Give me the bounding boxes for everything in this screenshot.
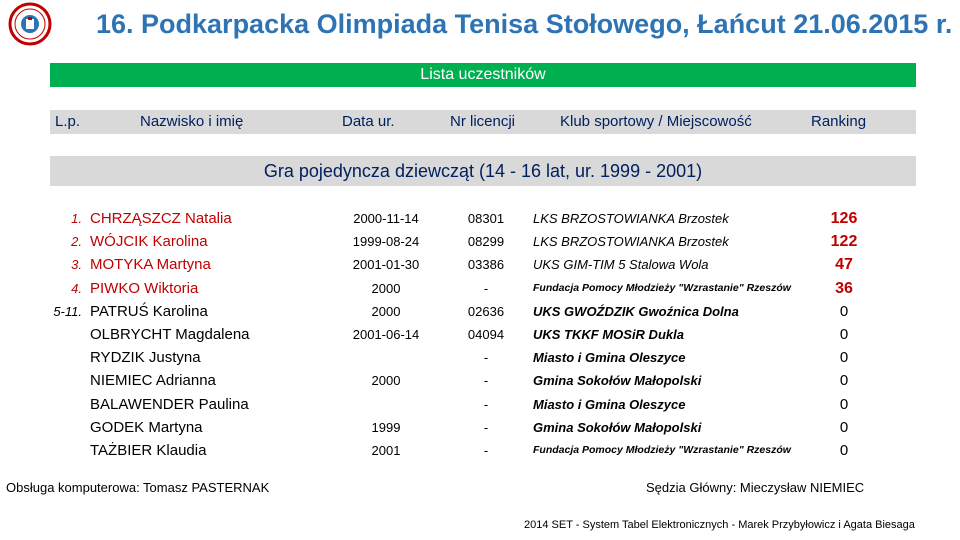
table-row	[0, 393, 960, 416]
cell-licence: -	[483, 280, 489, 296]
cell-licence: -	[483, 396, 489, 412]
cell-ranking: 0	[839, 418, 849, 436]
table-row	[0, 277, 960, 300]
table-row	[0, 346, 960, 369]
cell-club: UKS GWOŹDZIK Gwoźnica Dolna	[533, 303, 739, 319]
cell-ranking: 122	[830, 233, 858, 251]
cell-ranking: 0	[839, 395, 849, 413]
cell-date: 1999-08-24	[352, 234, 420, 250]
cell-name: BALAWENDER Paulina	[90, 395, 249, 413]
cell-date: 2001-01-30	[352, 257, 420, 273]
table-row	[0, 300, 960, 323]
cell-date: 2000-11-14	[353, 211, 419, 226]
cell-name: WÓJCIK Karolina	[90, 233, 208, 251]
table-row	[0, 253, 960, 276]
cell-name: TAŻBIER Klaudia	[90, 442, 207, 459]
cell-ranking: 0	[839, 349, 849, 367]
header-licence: Nr licencji	[450, 113, 516, 130]
cell-name: PATRUŚ Karolina	[90, 302, 208, 320]
federation-logo-icon	[6, 2, 54, 46]
header-lp: L.p.	[55, 113, 81, 130]
cell-date: 1999	[371, 419, 401, 435]
subtitle: Lista uczestników	[420, 66, 546, 83]
table-row	[0, 416, 960, 439]
cell-ranking: 126	[830, 210, 858, 227]
cell-licence: -	[483, 443, 489, 458]
cell-licence: 04094	[467, 327, 505, 342]
footer-credits: 2014 SET - System Tabel Elektronicznych - Marek Przybyłowicz i Agata Biesaga	[524, 519, 915, 531]
cell-club: Fundacja Pomocy Młodzieży "Wzrastanie" Rzeszów	[533, 281, 791, 294]
cell-ranking: 0	[839, 302, 849, 320]
table-header	[50, 110, 916, 134]
table-row	[0, 323, 960, 346]
cell-licence: 08299	[467, 234, 505, 250]
cell-date: 2000	[371, 303, 401, 319]
cell-lp: 4.	[71, 280, 82, 296]
cell-licence: -	[483, 419, 489, 435]
cell-name: OLBRYCHT Magdalena	[90, 326, 250, 343]
cell-club: Miasto i Gmina Oleszyce	[533, 350, 686, 366]
cell-date: 2000	[371, 373, 401, 389]
cell-name: CHRZĄSZCZ Natalia	[90, 210, 232, 227]
header-ranking: Ranking	[811, 113, 867, 130]
table-row	[0, 369, 960, 392]
table-row	[0, 439, 960, 462]
cell-club: Gmina Sokołów Małopolski	[533, 373, 702, 389]
cell-lp: 3.	[71, 257, 82, 273]
cell-ranking: 47	[835, 256, 853, 274]
footer-referee: Sędzia Główny: Mieczysław NIEMIEC	[646, 480, 865, 495]
header-club: Klub sportowy / Miejscowość	[560, 113, 752, 130]
cell-lp: 5-11.	[53, 303, 82, 319]
page-title: 16. Podkarpacka Olimpiada Tenisa Stołowego, Łańcut 21.06.2015 r.	[96, 9, 953, 39]
subtitle-band	[50, 63, 916, 87]
header-name: Nazwisko i imię	[140, 113, 244, 130]
cell-name: GODEK Martyna	[90, 418, 203, 436]
header-date: Data ur.	[342, 113, 395, 130]
cell-ranking: 0	[839, 326, 849, 343]
footer-operator: Obsługa komputerowa: Tomasz PASTERNAK	[6, 480, 270, 495]
cell-club: LKS BRZOSTOWIANKA Brzostek	[533, 234, 729, 250]
cell-licence: 08301	[467, 211, 505, 226]
cell-name: MOTYKA Martyna	[90, 256, 211, 274]
category-band	[50, 156, 916, 186]
cell-lp: 1.	[71, 211, 82, 226]
cell-ranking: 0	[839, 372, 849, 390]
cell-licence: 02636	[467, 303, 505, 319]
cell-lp: 2.	[71, 234, 82, 250]
cell-club: Miasto i Gmina Oleszyce	[533, 396, 686, 412]
cell-name: PIWKO Wiktoria	[90, 279, 199, 297]
cell-ranking: 36	[835, 279, 853, 297]
cell-club: LKS BRZOSTOWIANKA Brzostek	[533, 211, 729, 226]
cell-date: 2001	[371, 443, 401, 458]
table-row	[0, 207, 960, 230]
cell-licence: -	[483, 373, 489, 389]
cell-club: Gmina Sokołów Małopolski	[533, 419, 702, 435]
cell-name: RYDZIK Justyna	[90, 349, 201, 367]
cell-ranking: 0	[839, 442, 849, 459]
cell-date: 2000	[371, 280, 401, 296]
cell-licence: 03386	[467, 257, 505, 273]
cell-licence: -	[483, 350, 489, 366]
table-row	[0, 230, 960, 253]
cell-club: UKS GIM-TIM 5 Stalowa Wola	[533, 257, 709, 273]
cell-club: UKS TKKF MOSiR Dukla	[533, 327, 684, 342]
category-title: Gra pojedyncza dziewcząt (14 - 16 lat, ur. 1999 - 2001)	[263, 161, 703, 181]
cell-name: NIEMIEC Adrianna	[90, 372, 216, 390]
cell-club: Fundacja Pomocy Młodzieży "Wzrastanie" Rzeszów	[533, 444, 791, 456]
cell-date: 2001-06-14	[352, 327, 420, 342]
